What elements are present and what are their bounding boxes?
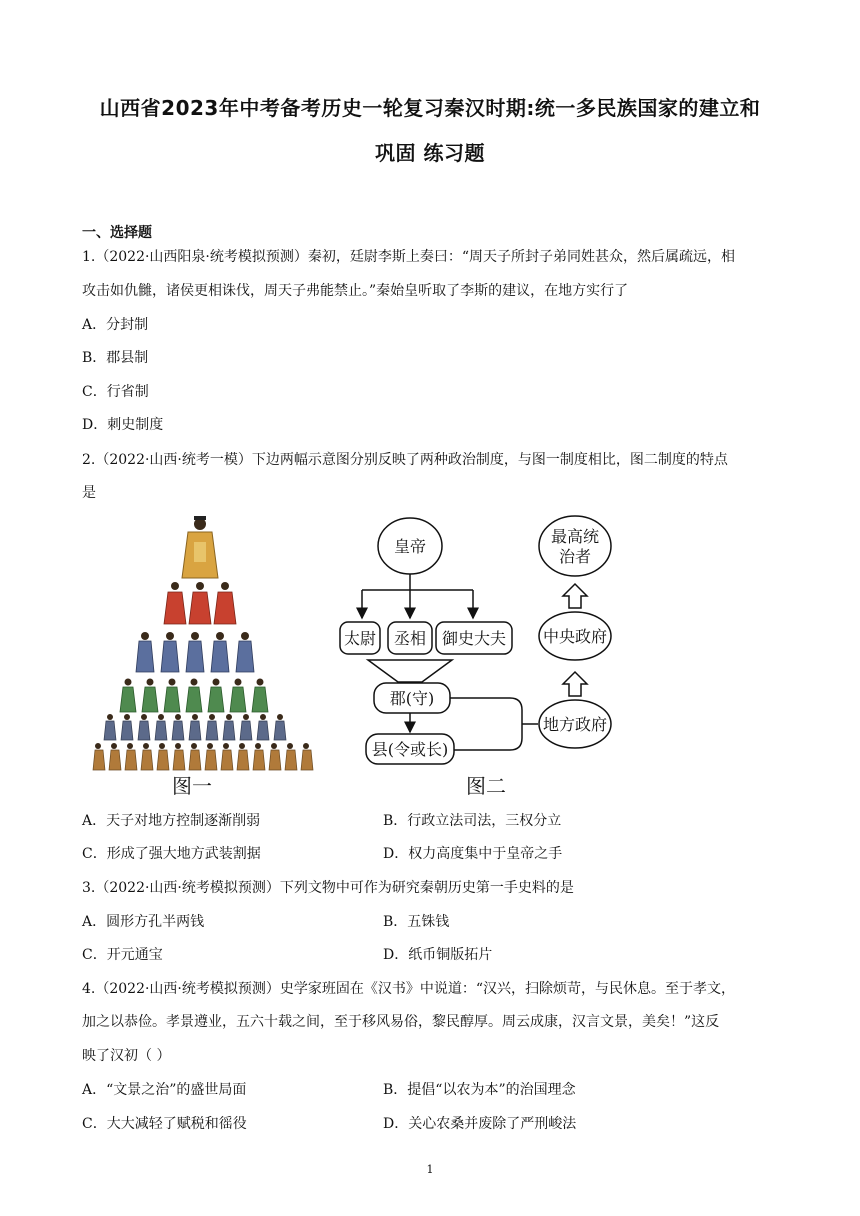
q2-option-a: A．天子对地方控制逐渐削弱 — [82, 813, 261, 829]
q4-stem-line1: 4.（2022·山西·统考模拟预测）史学家班固在《汉书》中说道：“汉兴，扫除烦苛，与民休息。至于孝文， — [82, 981, 736, 997]
q4-stem-line3: 映了汉初（ ） — [82, 1048, 171, 1064]
q1-stem-line1: 1.（2022·山西阳泉·统考模拟预测）秦初，廷尉李斯上奏曰：“周天子所封子弟同姓甚众，然后属疏远，相 — [82, 249, 736, 265]
figure-1-hierarchy-pyramid — [90, 512, 320, 774]
document-title-line2: 巩固 练习题 — [375, 141, 485, 165]
q2-option-c: C．形成了强大地方武装割据 — [82, 846, 261, 862]
q2-option-d: D．权力高度集中于皇帝之手 — [383, 846, 563, 862]
peasants-row — [93, 743, 313, 770]
central-label: 中央政府 — [542, 627, 608, 646]
taiwei-label: 太尉 — [343, 629, 377, 648]
q3-option-b: B．五铢钱 — [383, 914, 450, 930]
local-label: 地方政府 — [542, 715, 608, 734]
xian-label: 县(令或长) — [371, 740, 449, 759]
chengxiang-label: 丞相 — [393, 629, 427, 648]
q1-stem-line2: 攻击如仇雠，诸侯更相诛伐，周天子弗能禁止。”秦始皇听取了李斯的建议，在地方实行了 — [82, 283, 629, 299]
emperor-label: 皇帝 — [393, 537, 427, 556]
q4-option-a: A．“文景之治”的盛世局面 — [82, 1082, 247, 1098]
q3-option-c: C．开元通宝 — [82, 947, 163, 963]
page-number: 1 — [426, 1163, 434, 1176]
figure-2-government-diagram — [330, 510, 620, 772]
supreme-label-2: 治者 — [558, 547, 592, 566]
q1-option-d: D．刺史制度 — [82, 417, 164, 433]
king-figure — [182, 516, 218, 578]
figure-1-caption: 图一 — [172, 774, 212, 798]
jun-label: 郡(守) — [389, 689, 435, 708]
q1-option-a: A．分封制 — [82, 317, 149, 333]
yushi-label: 御史大夫 — [441, 629, 507, 648]
q4-option-c: C．大大减轻了赋税和徭役 — [82, 1116, 247, 1132]
q2-option-b: B．行政立法司法，三权分立 — [383, 813, 562, 829]
section-heading: 一、选择题 — [82, 225, 152, 241]
soldiers-row — [104, 714, 286, 740]
ministers-row — [136, 632, 254, 672]
document-title-line1: 山西省2023年中考备考历史一轮复习秦汉时期:统一多民族国家的建立和 — [99, 96, 761, 120]
q4-stem-line2: 加之以恭俭。孝景遵业，五六十载之间，至于移风易俗，黎民醇厚。周云成康，汉言文景，美矣！”这反 — [82, 1014, 720, 1030]
q3-option-a: A．圆形方孔半两钱 — [82, 914, 205, 930]
figure-2-caption: 图二 — [466, 774, 506, 798]
nobles-row — [164, 582, 236, 624]
q3-stem-line1: 3.（2022·山西·统考模拟预测）下列文物中可作为研究秦朝历史第一手史料的是 — [82, 880, 574, 896]
q2-stem-line1: 2.（2022·山西·统考一模）下边两幅示意图分别反映了两种政治制度，与图一制度相比，图二制度的特点 — [82, 452, 728, 468]
supreme-ruler-node — [539, 516, 611, 576]
q4-option-b: B．提倡“以农为本”的治国理念 — [383, 1082, 576, 1098]
q2-stem-line2: 是 — [82, 485, 96, 501]
q3-option-d: D．纸币铜版拓片 — [383, 947, 493, 963]
officials-row — [120, 679, 268, 713]
q1-option-b: B．郡县制 — [82, 350, 149, 366]
q4-option-d: D．关心农桑并废除了严刑峻法 — [383, 1116, 577, 1132]
q1-option-c: C．行省制 — [82, 384, 149, 400]
supreme-label-1: 最高统 — [550, 527, 600, 546]
